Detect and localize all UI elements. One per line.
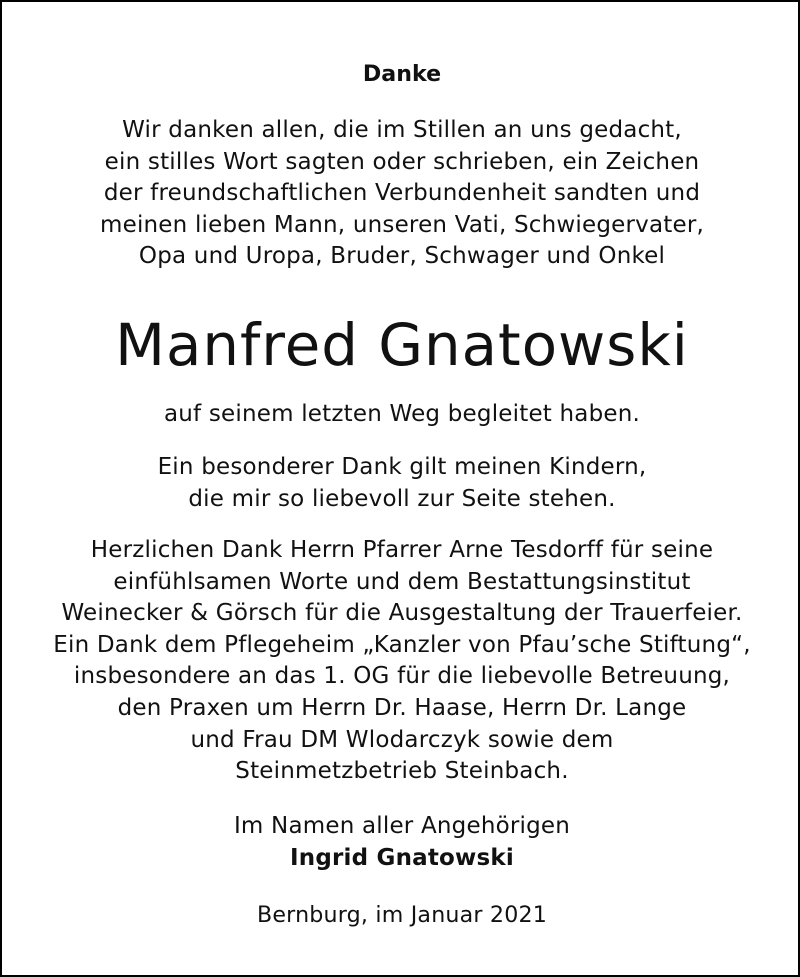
children-thanks-paragraph <box>2 452 800 515</box>
acknowledgements-paragraph <box>2 535 800 788</box>
acknowledgement-line: und Frau DM Wlodarczyk sowie dem <box>190 726 614 753</box>
acknowledgement-line: Herzlichen Dank Herrn Pfarrer Arne Tesdorff für seine <box>90 537 714 563</box>
children-thanks-line: Ein besonderer Dank gilt meinen Kindern, <box>157 454 647 480</box>
acknowledgement-line: Steinmetzbetrieb Steinbach. <box>235 758 569 785</box>
intro-line: Wir danken allen, die im Stillen an uns gedacht, <box>122 117 682 143</box>
after-name-paragraph <box>2 399 800 431</box>
signer-name: Ingrid Gnatowski <box>290 844 514 871</box>
intro-paragraph <box>2 115 800 273</box>
after-name-line: auf seinem letzten Weg begleitet haben. <box>163 401 641 427</box>
acknowledgement-line: Ein Dank dem Pflegeheim „Kanzler von Pfau’sche Stiftung“, <box>53 631 751 658</box>
intro-line: Opa und Uropa, Bruder, Schwager und Onkel <box>138 243 666 270</box>
intro-line: ein stilles Wort sagten oder schrieben, ein Zeichen <box>104 148 700 175</box>
acknowledgement-line: Weinecker & Görsch für die Ausgestaltung der Trauerfeier. <box>61 600 743 627</box>
acknowledgement-line: einfühlsamen Worte und dem Bestattungsinstitut <box>113 568 691 595</box>
closing-signature <box>2 811 800 874</box>
notice-heading: Danke <box>362 61 442 87</box>
intro-line: der freundschaftlichen Verbundenheit sandten und <box>103 180 701 207</box>
children-thanks-line: die mir so liebevoll zur Seite stehen. <box>188 485 616 512</box>
acknowledgement-line: den Praxen um Herrn Dr. Haase, Herrn Dr. Lange <box>117 694 687 721</box>
intro-line: meinen lieben Mann, unseren Vati, Schwiegervater, <box>99 211 704 238</box>
on-behalf-text: Im Namen aller Angehörigen <box>233 813 571 839</box>
place-date: Bernburg, im Januar 2021 <box>256 902 548 928</box>
deceased-name: Manfred Gnatowski <box>115 311 689 379</box>
acknowledgement-line: insbesondere an das 1. OG für die liebevolle Betreuung, <box>73 663 731 690</box>
